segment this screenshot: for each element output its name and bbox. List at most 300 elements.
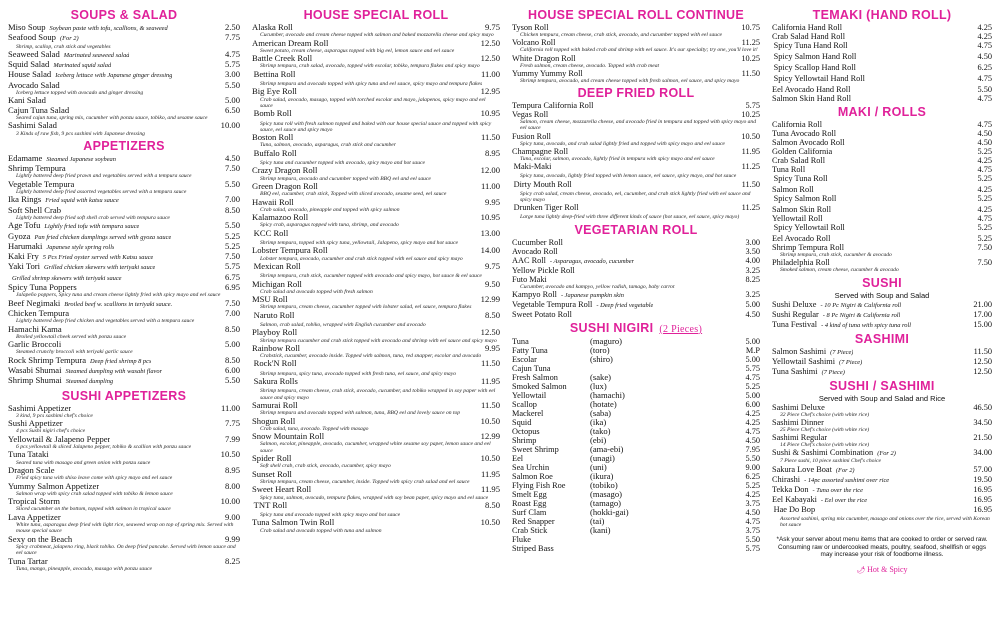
menu-item bbox=[8, 206, 240, 222]
menu-item bbox=[772, 243, 992, 258]
menu-item-row bbox=[772, 194, 992, 205]
item-inline-desc: Lightly fried tofu with tempura sauce bbox=[44, 223, 140, 231]
item-name-text: Sunset Roll bbox=[252, 469, 292, 479]
item-inline-desc: Fried squid with katsu sauce bbox=[45, 197, 119, 205]
item-price: 11.25 bbox=[741, 38, 760, 48]
section-title-text: SUSHI APPETIZERS bbox=[61, 388, 187, 403]
item-price: 5.00 bbox=[224, 339, 240, 350]
item-name bbox=[772, 258, 830, 267]
item-inline-desc: - Tuna over the rice bbox=[812, 486, 863, 494]
menu-item bbox=[772, 74, 992, 85]
menu-item bbox=[8, 273, 240, 283]
menu-item-row bbox=[512, 391, 760, 400]
menu-item bbox=[252, 401, 500, 417]
item-price: 8.50 bbox=[484, 499, 500, 510]
menu-item-row bbox=[772, 205, 992, 214]
menu-item-row bbox=[252, 328, 500, 337]
item-name-text: Harumaki bbox=[8, 241, 43, 251]
item-name bbox=[512, 69, 583, 78]
item-name bbox=[772, 174, 828, 185]
item-name bbox=[252, 359, 296, 370]
item-name-text: Yummy Salmon Appetizer bbox=[8, 481, 100, 491]
item-inline-desc: Soybean paste with tofu, scallions, & seaweed bbox=[49, 25, 168, 32]
menu-item-row bbox=[8, 96, 240, 105]
menu-section bbox=[512, 86, 760, 220]
menu-item-row bbox=[512, 275, 760, 284]
item-price: 5.50 bbox=[224, 220, 240, 231]
menu-item bbox=[8, 232, 240, 242]
menu-item-row bbox=[8, 435, 240, 444]
item-name-text: Spicy Salmon Roll bbox=[773, 194, 837, 203]
item-price: 4.75 bbox=[977, 41, 992, 50]
item-price: 3.25 bbox=[745, 289, 760, 299]
menu-item-row bbox=[8, 557, 240, 566]
menu-item bbox=[512, 38, 760, 53]
menu-item-row bbox=[252, 432, 500, 441]
item-name-text: Bomb Roll bbox=[253, 109, 292, 119]
menu-column-3 bbox=[512, 6, 760, 632]
item-price: 10.50 bbox=[220, 449, 240, 460]
item-name bbox=[772, 52, 856, 63]
item-name-text: Shrimp Shumai bbox=[8, 376, 62, 386]
item-description: Shrimp, scallop, crab stick and vegetables bbox=[16, 43, 111, 50]
menu-item-row bbox=[772, 185, 992, 194]
item-description: Crab salad, avocado, masago, topped with torched escolar and mayo, jalapenos, spicy mayo and eel sauce bbox=[260, 96, 486, 109]
item-description: Shrimp tempura, spicy tuna, avocado topped with fresh tuna, eel sauce, and spicy mayo bbox=[260, 370, 457, 377]
menu-item-row bbox=[772, 147, 992, 156]
item-inline-desc: (7 Piece) bbox=[830, 348, 854, 356]
menu-item-row bbox=[252, 280, 500, 289]
item-price: 5.75 bbox=[745, 363, 760, 373]
item-name-text: Crazy Dragon Roll bbox=[252, 166, 318, 176]
menu-item-row bbox=[772, 475, 992, 485]
menu-item-row bbox=[512, 290, 760, 300]
menu-item bbox=[252, 377, 500, 401]
menu-item-row bbox=[8, 81, 240, 90]
item-description: Salmon, escolar, pineapple, avocado, cucumber, wrapped white sesame soy paper, lemon sauce and eel sauce bbox=[260, 441, 491, 454]
item-price: 9.99 bbox=[224, 533, 240, 544]
item-name bbox=[512, 454, 590, 463]
menu-item-row bbox=[512, 463, 760, 472]
item-description: Spicy crab, asparagus topped with tuna, shrimp, and avocado bbox=[260, 222, 399, 229]
item-description: Shrimp tempura, crab stick, cucumber topped with avocado and spicy mayo, hot sauce & eel sauce bbox=[260, 273, 482, 280]
item-name bbox=[8, 242, 114, 252]
item-inline-desc: Steamed dumpling bbox=[65, 378, 114, 386]
item-name bbox=[8, 23, 168, 33]
section-title bbox=[772, 8, 992, 23]
item-name-text: Vegas Roll bbox=[512, 110, 549, 120]
menu-item-row bbox=[252, 87, 500, 96]
item-name bbox=[8, 366, 162, 376]
item-name bbox=[252, 262, 301, 273]
menu-item bbox=[512, 69, 760, 84]
item-inline-desc: - 10 Pc Nigiri & California roll bbox=[820, 301, 902, 309]
item-name-text: Tuna Festival bbox=[772, 319, 818, 329]
item-price: 11.50 bbox=[480, 132, 500, 143]
item-name bbox=[8, 262, 155, 272]
item-price: 4.25 bbox=[977, 32, 992, 41]
menu-item-row bbox=[252, 109, 500, 120]
item-name-text: Golden California bbox=[772, 147, 833, 156]
item-price: 4.75 bbox=[224, 48, 240, 59]
item-name bbox=[8, 557, 48, 566]
menu-item bbox=[772, 448, 992, 464]
menu-item-row bbox=[512, 256, 760, 266]
menu-item bbox=[252, 39, 500, 55]
item-japanese-name: (tamago) bbox=[590, 497, 622, 508]
item-price: 5.25 bbox=[977, 147, 992, 156]
section-note: Served with Soup and Salad bbox=[834, 290, 930, 300]
item-name-text: Boston Roll bbox=[252, 133, 294, 143]
menu-item bbox=[8, 242, 240, 252]
item-name-text: Spicy Tuna Poppers bbox=[8, 283, 77, 293]
menu-item-row bbox=[252, 417, 500, 426]
item-description: Shrimp tempura, cream cheese, cucumber, inside. Topped with spicy crab salad and eel sauce bbox=[260, 478, 470, 485]
menu-item-row bbox=[772, 23, 992, 32]
menu-item bbox=[512, 418, 760, 427]
menu-column-4 bbox=[772, 6, 992, 632]
item-name-text: Seaweed Salad bbox=[8, 49, 60, 59]
menu-item-row bbox=[772, 448, 992, 458]
menu-item-row bbox=[252, 485, 500, 494]
item-price: 12.00 bbox=[480, 165, 500, 176]
item-name bbox=[512, 418, 590, 427]
menu-item bbox=[512, 110, 760, 132]
item-name-text: Bettina Roll bbox=[253, 69, 296, 79]
item-name-text: Sakura Love Boat bbox=[772, 464, 832, 474]
menu-item bbox=[772, 367, 992, 377]
item-name bbox=[772, 120, 822, 129]
menu-item-row bbox=[512, 445, 760, 454]
menu-item-row bbox=[8, 376, 240, 386]
item-name-text: KCC Roll bbox=[253, 228, 289, 238]
item-name-text: California Roll bbox=[772, 120, 823, 129]
menu-item-row bbox=[772, 433, 992, 442]
item-name bbox=[512, 409, 590, 418]
item-price: 7.50 bbox=[224, 163, 240, 174]
item-price: 8.50 bbox=[224, 323, 240, 334]
menu-item-row bbox=[512, 101, 760, 110]
item-name bbox=[8, 33, 79, 43]
item-name-text: Tuna Sashimi bbox=[772, 366, 818, 376]
item-name-text: Buffalo Roll bbox=[253, 148, 297, 158]
menu-item bbox=[512, 409, 760, 418]
menu-item-row bbox=[772, 174, 992, 185]
item-name-text: Kampyo Roll bbox=[512, 289, 557, 299]
menu-item-row bbox=[8, 356, 240, 366]
item-name-text: Crab Salad Roll bbox=[772, 156, 826, 165]
item-name-text: Edamame bbox=[8, 153, 43, 163]
item-price: 12.50 bbox=[973, 366, 992, 376]
section-title-text: HOUSE SPECIAL ROLL bbox=[303, 8, 449, 22]
menu-item-row bbox=[8, 535, 240, 544]
item-price: 10.50 bbox=[480, 415, 500, 426]
item-name-text: Snow Mountain Roll bbox=[252, 432, 325, 442]
item-inline-desc: (For 2) bbox=[877, 450, 896, 458]
menu-item-row bbox=[772, 300, 992, 310]
item-description: Sliced cucumber on the bottom, topped with salmon in tropical sauce bbox=[16, 506, 171, 513]
item-name bbox=[512, 391, 590, 400]
menu-item-row bbox=[512, 54, 760, 63]
menu-item-row bbox=[512, 266, 760, 275]
section-title-text: SOUPS & SALAD bbox=[70, 8, 178, 22]
menu-item bbox=[252, 149, 500, 167]
item-name bbox=[512, 373, 590, 382]
menu-item-row bbox=[512, 38, 760, 47]
item-name-text: Drunken Tiger Roll bbox=[513, 203, 579, 213]
menu-item bbox=[252, 109, 500, 133]
item-name bbox=[512, 38, 555, 47]
item-price: 11.50 bbox=[480, 399, 500, 410]
item-description: Smoked salmon, cream cheese, cucumber & avocado bbox=[780, 267, 899, 274]
item-price: 11.50 bbox=[973, 346, 992, 356]
item-name bbox=[252, 417, 295, 426]
menu-item bbox=[512, 490, 760, 499]
section-title-text: VEGETARIAN ROLL bbox=[574, 222, 698, 237]
item-name-text: Maki-Maki bbox=[513, 162, 552, 172]
menu-item-row bbox=[252, 23, 500, 32]
menu-item bbox=[8, 557, 240, 573]
menu-item-row bbox=[8, 23, 240, 33]
item-price: 5.50 bbox=[745, 453, 760, 463]
item-inline-desc: Grilled shrimp skewers with teriyaki sauce bbox=[12, 274, 122, 282]
menu-item bbox=[252, 432, 500, 454]
menu-item bbox=[8, 50, 240, 60]
item-inline-desc: Japanese style spring rolls bbox=[46, 243, 115, 251]
item-inline-desc: Steamed Japanese soybean bbox=[46, 155, 116, 163]
item-name-text: Playboy Roll bbox=[252, 328, 298, 338]
item-price: 11.50 bbox=[741, 68, 760, 78]
menu-item bbox=[8, 535, 240, 557]
item-name-text: Eel bbox=[512, 453, 524, 463]
item-name bbox=[772, 357, 862, 367]
menu-section bbox=[252, 8, 500, 534]
menu-item-row bbox=[252, 470, 500, 479]
item-price: 8.00 bbox=[224, 480, 240, 491]
menu-item bbox=[252, 501, 500, 519]
item-inline-desc: - 4 kind of tuna with spicy tuna roll bbox=[821, 321, 912, 329]
item-name bbox=[772, 94, 851, 103]
item-price: 5.50 bbox=[745, 534, 760, 544]
item-name bbox=[512, 110, 548, 119]
menu-item bbox=[772, 505, 992, 529]
item-name bbox=[8, 180, 74, 189]
item-price: 14.00 bbox=[480, 245, 500, 256]
menu-item bbox=[772, 165, 992, 174]
item-price: 6.00 bbox=[224, 364, 240, 375]
item-name-text: Chirashi bbox=[772, 474, 801, 484]
item-name bbox=[8, 299, 172, 309]
item-description: 7 Piece sushi, 10 piece sashimi Chef's choice bbox=[780, 458, 881, 465]
item-price: 5.00 bbox=[745, 390, 760, 400]
item-name-text: Sashimi Dinner bbox=[772, 417, 824, 427]
item-price: 5.75 bbox=[224, 59, 240, 70]
menu-item bbox=[8, 70, 240, 80]
item-price: 7.75 bbox=[224, 32, 240, 43]
item-japanese-name: (hamachi) bbox=[590, 389, 625, 400]
menu-item bbox=[512, 346, 760, 355]
item-price: 4.50 bbox=[745, 507, 760, 517]
item-description: Crabstick, cucumber, avocado inside. Topped with salmon, tuna, red snapper, escolar and avocado bbox=[260, 353, 482, 360]
menu-item bbox=[8, 376, 240, 386]
menu-item bbox=[512, 373, 760, 382]
item-name bbox=[512, 472, 590, 481]
item-description: Seared cajun tuna, spring mix, cucumber with ponzu sauce, tobiko, and sesame sauce bbox=[16, 114, 208, 121]
menu-item-row bbox=[8, 482, 240, 491]
menu-item bbox=[8, 81, 240, 97]
item-price: 9.75 bbox=[484, 22, 500, 32]
item-name bbox=[512, 400, 590, 409]
menu-item-row bbox=[512, 346, 760, 355]
item-name-text: Samurai Roll bbox=[252, 400, 298, 410]
item-price: 9.00 bbox=[745, 462, 760, 472]
item-name bbox=[8, 195, 119, 205]
item-description: Shrimp tempura, crab salad, avocado, topped with escolar, tobiko, tempura flakes and spicy mayo bbox=[260, 63, 480, 70]
menu-item-row bbox=[772, 485, 992, 495]
item-name bbox=[772, 85, 850, 94]
item-description: Iceberg lettuce topped with avocado and ginger dressing bbox=[16, 90, 144, 97]
menu-item-row bbox=[772, 223, 992, 234]
item-name bbox=[8, 50, 129, 60]
menu-item-row bbox=[8, 221, 240, 231]
item-name-text: Kani Salad bbox=[8, 96, 46, 106]
item-name bbox=[8, 309, 69, 318]
item-name-text: Eel Kabayaki bbox=[772, 494, 817, 504]
item-name bbox=[252, 166, 317, 175]
item-price: 5.00 bbox=[745, 354, 760, 364]
menu-item bbox=[512, 101, 760, 110]
item-price: 5.75 bbox=[745, 101, 760, 111]
item-name bbox=[772, 310, 900, 320]
item-name-text: Sea Urchin bbox=[512, 462, 550, 472]
item-name bbox=[772, 156, 825, 165]
item-price: 4.25 bbox=[977, 185, 992, 194]
item-name bbox=[8, 325, 62, 334]
item-name-text: Cucumber Roll bbox=[512, 237, 563, 247]
item-description: Spicy crabmeat, jalapeno ring, black tobiko. On deep fried pancake. Served with lemon sauce and eel sauce bbox=[16, 543, 236, 557]
item-name-text: Octopus bbox=[512, 426, 540, 436]
menu-item-row bbox=[512, 508, 760, 517]
item-japanese-name: (ebi) bbox=[590, 434, 607, 445]
menu-item bbox=[8, 252, 240, 262]
item-name-text: Red Snapper bbox=[512, 516, 555, 526]
menu-column-1 bbox=[8, 6, 240, 632]
item-price: 13.00 bbox=[480, 227, 500, 238]
item-inline-desc: Marinated squid salad bbox=[53, 62, 112, 70]
item-name bbox=[252, 470, 292, 479]
item-name bbox=[8, 450, 49, 459]
item-name bbox=[252, 485, 311, 494]
item-price: 7.50 bbox=[224, 251, 240, 262]
menu-item bbox=[8, 482, 240, 498]
item-name-text: Hae Do Bop bbox=[773, 504, 816, 514]
item-name-text: Striped Bass bbox=[512, 543, 554, 553]
item-name-text: Avocado Salad bbox=[8, 80, 60, 90]
menu-item-row bbox=[252, 70, 500, 81]
item-name bbox=[772, 367, 845, 377]
menu-item-row bbox=[772, 403, 992, 412]
menu-item-row bbox=[8, 206, 240, 215]
menu-item bbox=[772, 185, 992, 194]
item-description: Cucumber, avocado and kampyo, yellow radish, tamago, baby carrot bbox=[520, 283, 675, 290]
item-name bbox=[8, 106, 69, 115]
item-name-text: Squid bbox=[512, 417, 532, 427]
menu-item bbox=[772, 357, 992, 367]
item-japanese-name: (ika) bbox=[590, 416, 607, 427]
item-name-text: Smoked Salmon bbox=[512, 381, 567, 391]
item-description: 4 pcs Sushi nigiri chef's choice bbox=[16, 428, 86, 435]
item-japanese-name: (masago) bbox=[590, 488, 622, 499]
item-name-text: Salmon Avocado Roll bbox=[772, 138, 845, 147]
item-name-text: Shrimp Tempura bbox=[8, 164, 66, 174]
menu-item-row bbox=[512, 427, 760, 436]
item-description: Fresh salmon, cream cheese, avocado. Topped with crab meat bbox=[520, 62, 660, 69]
item-name bbox=[8, 81, 60, 90]
menu-item-row bbox=[8, 299, 240, 309]
menu-item bbox=[512, 132, 760, 147]
item-name-text: Hamachi Kama bbox=[8, 324, 62, 334]
item-name bbox=[8, 96, 46, 105]
menu-item bbox=[772, 234, 992, 243]
item-name bbox=[252, 109, 292, 120]
item-price: 4.75 bbox=[977, 94, 992, 103]
menu-item bbox=[252, 417, 500, 433]
menu-item bbox=[772, 147, 992, 156]
item-name-text: Kalamazoo Roll bbox=[252, 213, 309, 223]
menu-item bbox=[772, 310, 992, 320]
menu-section bbox=[772, 379, 992, 529]
item-name bbox=[772, 403, 825, 412]
item-name bbox=[8, 232, 171, 242]
item-price: 11.95 bbox=[741, 147, 760, 157]
menu-item bbox=[512, 517, 760, 526]
menu-item bbox=[252, 262, 500, 280]
item-japanese-name: (tai) bbox=[590, 515, 605, 526]
menu-item bbox=[512, 382, 760, 391]
item-inline-desc: Steamed dumpling with wasabi flavor bbox=[65, 367, 163, 375]
menu-item-row bbox=[772, 120, 992, 129]
menu-item bbox=[512, 355, 760, 364]
menu-item-row bbox=[512, 409, 760, 418]
item-inline-desc: (For 2) bbox=[835, 466, 855, 474]
menu-item-row bbox=[252, 39, 500, 48]
item-name bbox=[772, 465, 855, 475]
menu-item-row bbox=[252, 229, 500, 240]
item-name-text: Tyson Roll bbox=[512, 23, 549, 32]
hot-spicy-legend bbox=[772, 565, 992, 574]
item-price: 11.25 bbox=[741, 162, 760, 172]
item-name bbox=[772, 234, 830, 243]
item-name bbox=[772, 165, 805, 174]
menu-item bbox=[512, 147, 760, 162]
item-price: 7.50 bbox=[224, 297, 240, 308]
menu-item bbox=[772, 258, 992, 273]
menu-item bbox=[772, 23, 992, 32]
item-name bbox=[8, 206, 61, 215]
menu-item-row bbox=[8, 121, 240, 130]
item-price: 5.25 bbox=[977, 223, 992, 232]
item-name bbox=[512, 101, 593, 110]
menu-item-row bbox=[772, 357, 992, 367]
item-description: Lightly battered deep fried chicken and vegetables served with a tempura sauce bbox=[16, 318, 195, 325]
item-name-text: Spicy Yellowtail Hand Roll bbox=[773, 74, 865, 83]
item-name-text: Fatty Tuna bbox=[512, 345, 548, 355]
item-name-text: Mackerel bbox=[512, 408, 544, 418]
item-name-text: TNT Roll bbox=[253, 500, 288, 510]
menu-item-row bbox=[8, 513, 240, 522]
item-name bbox=[8, 356, 151, 366]
menu-item bbox=[512, 463, 760, 472]
